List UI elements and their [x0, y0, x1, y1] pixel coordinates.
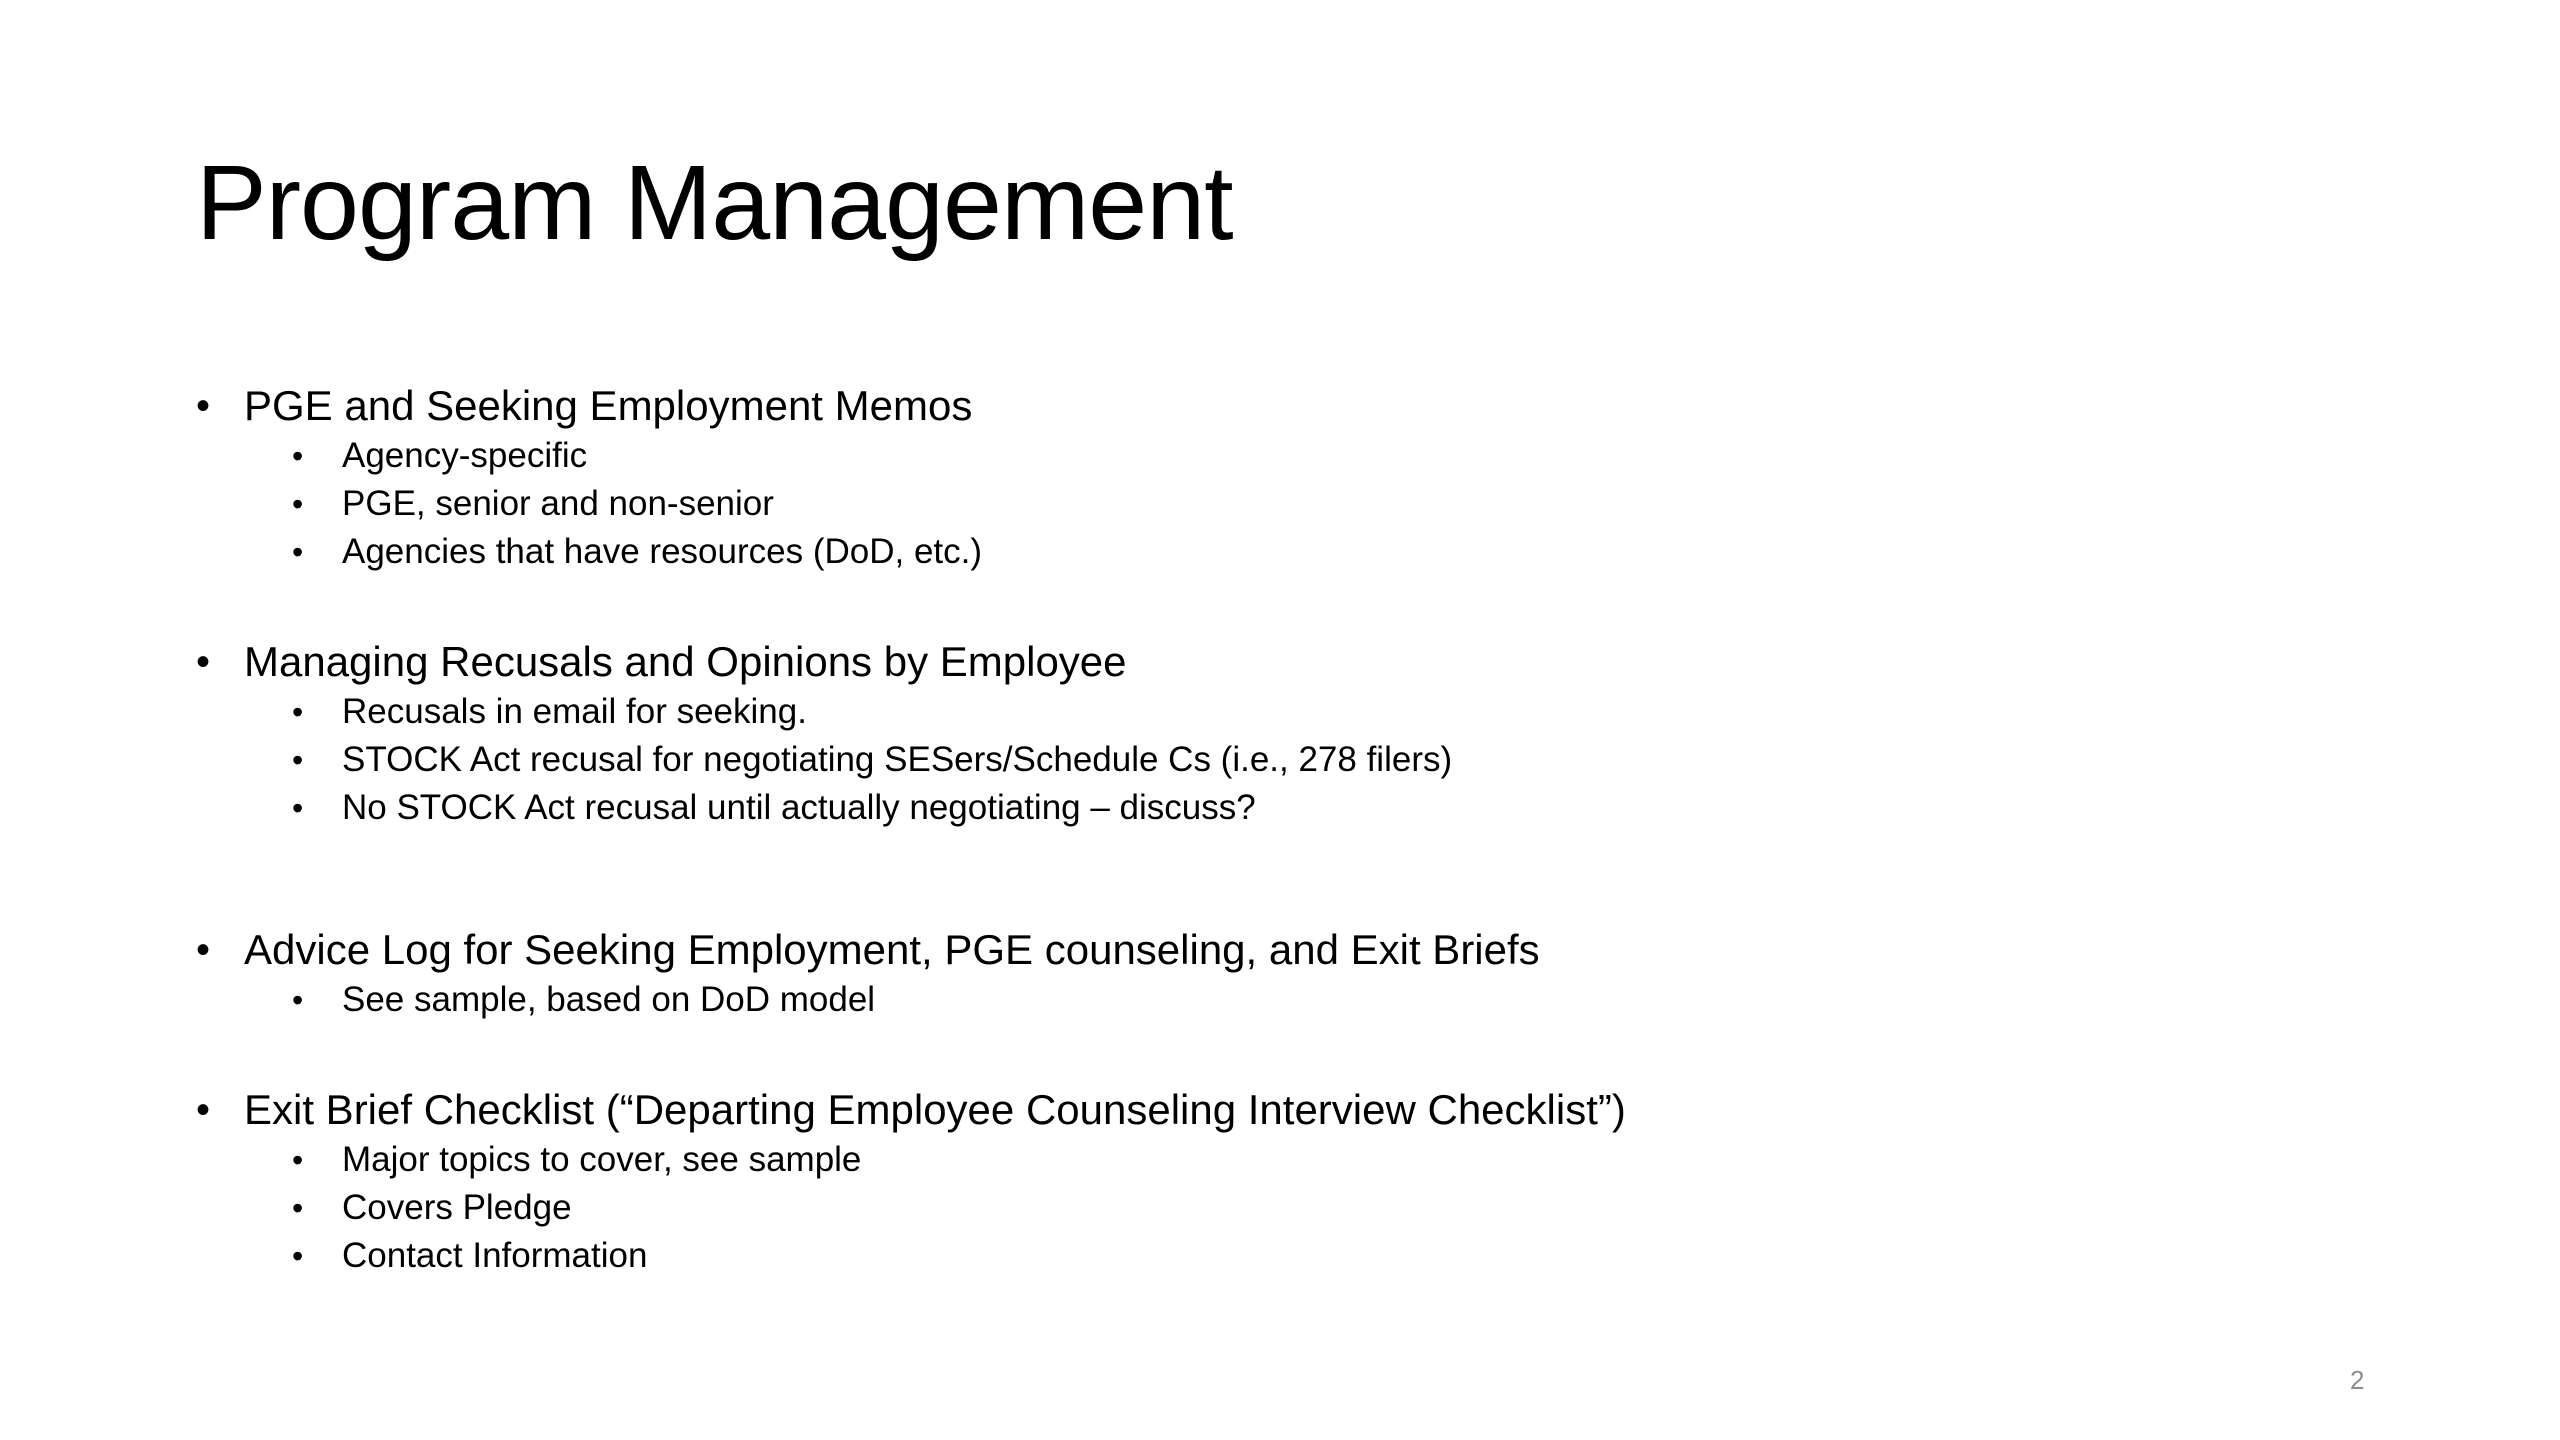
level2-bullet [196, 736, 2396, 784]
level2-bullet [196, 1184, 2396, 1232]
bullet-icon: • [292, 438, 304, 474]
bullet-heading: PGE and Seeking Employment Memos [244, 382, 973, 429]
bullet-section [196, 636, 2396, 832]
bullet-icon: • [196, 384, 211, 428]
bullet-icon: • [292, 1142, 304, 1178]
bullet-text: Agency-specific [342, 436, 588, 475]
bullet-text: STOCK Act recusal for negotiating SESers/Schedule Cs (i.e., 278 filers) [342, 740, 1453, 779]
bullet-icon: • [292, 1190, 304, 1226]
bullet-icon: • [292, 486, 304, 522]
level2-bullet [196, 976, 2396, 1024]
bullet-heading: Managing Recusals and Opinions by Employee [244, 638, 1127, 685]
level2-bullet [196, 432, 2396, 480]
bullet-section [196, 380, 2396, 576]
bullet-text: Recusals in email for seeking. [342, 692, 807, 731]
bullet-icon: • [292, 694, 304, 730]
bullet-text: See sample, based on DoD model [342, 980, 876, 1019]
level2-bullet [196, 688, 2396, 736]
bullet-icon: • [196, 1088, 211, 1132]
level2-bullet [196, 1136, 2396, 1184]
bullet-icon: • [292, 742, 304, 778]
level2-bullet [196, 1232, 2396, 1280]
bullet-heading: Advice Log for Seeking Employment, PGE counseling, and Exit Briefs [244, 926, 1540, 973]
level1-bullet [196, 924, 2396, 976]
bullet-icon: • [292, 790, 304, 826]
level2-bullet [196, 528, 2396, 576]
bullet-icon: • [196, 928, 211, 972]
level2-bullet [196, 784, 2396, 832]
bullet-icon: • [196, 640, 211, 684]
bullet-text: PGE, senior and non-senior [342, 484, 774, 523]
bullet-icon: • [292, 982, 304, 1018]
bullet-text: Agencies that have resources (DoD, etc.) [342, 532, 983, 571]
bullet-text: Contact Information [342, 1236, 648, 1275]
slide-title: Program Management [196, 144, 1233, 262]
bullet-section [196, 924, 2396, 1024]
level1-bullet [196, 1084, 2396, 1136]
bullet-text: Major topics to cover, see sample [342, 1140, 862, 1179]
bullet-text: Covers Pledge [342, 1188, 572, 1227]
bullet-section [196, 1084, 2396, 1280]
page-number: 2 [2350, 1365, 2365, 1395]
bullet-icon: • [292, 534, 304, 570]
slide-content [196, 380, 2396, 1280]
level1-bullet [196, 380, 2396, 432]
level1-bullet [196, 636, 2396, 688]
bullet-text: No STOCK Act recusal until actually negotiating – discuss? [342, 788, 1256, 827]
bullet-icon: • [292, 1238, 304, 1274]
bullet-heading: Exit Brief Checklist (“Departing Employee Counseling Interview Checklist”) [244, 1086, 1626, 1133]
level2-bullet [196, 480, 2396, 528]
